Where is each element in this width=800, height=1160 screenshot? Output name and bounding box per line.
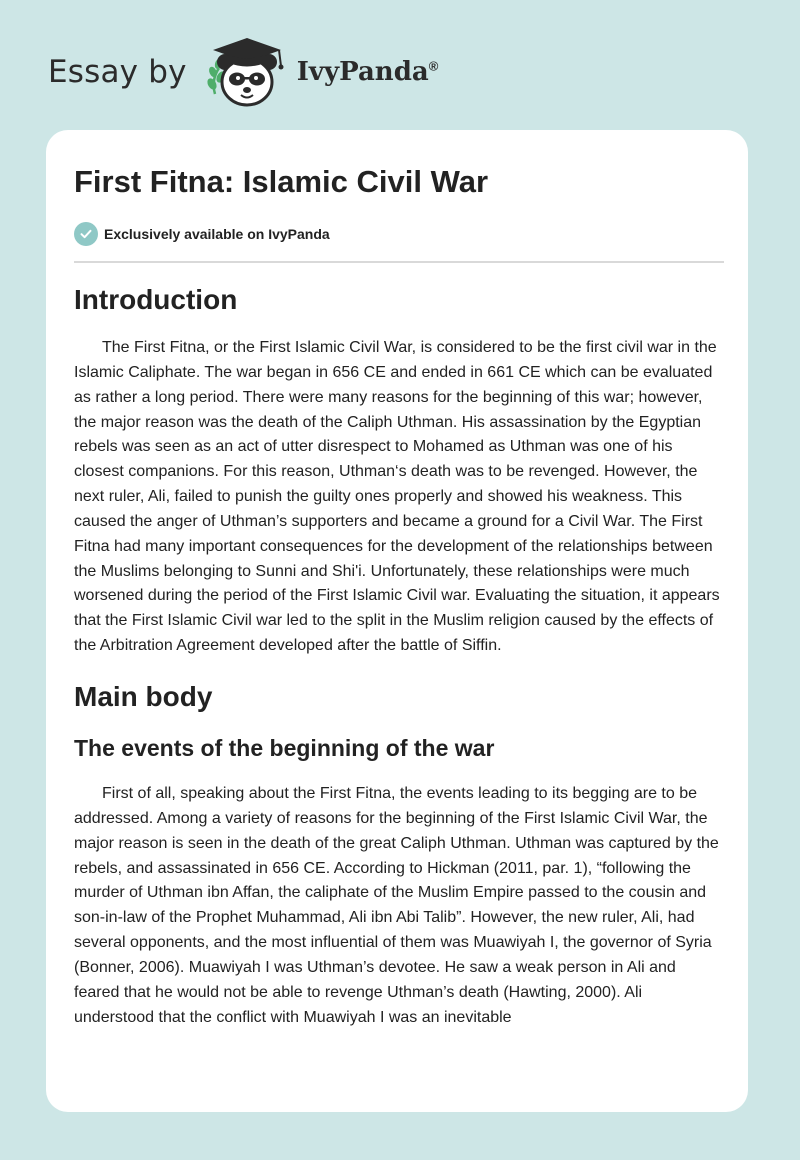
subsection-heading-events: The events of the beginning of the war: [74, 734, 495, 761]
essay-card: [46, 130, 748, 1112]
section-heading-introduction: Introduction: [74, 284, 238, 315]
article-body: [74, 282, 724, 1030]
site-logo[interactable]: [48, 32, 438, 112]
brand-prefix: Essay by: [48, 54, 187, 90]
section-heading-main-body: Main body: [74, 680, 213, 712]
page-title: First Fitna: Islamic Civil War: [74, 164, 489, 199]
panda-logo-icon: [201, 32, 293, 112]
intro-paragraph: The First Fitna, or the First Islamic Civil War, is considered to be the first civil war in the Islamic Caliphate. The war began in 656 CE and ended in 661 CE which can be evaluated as rather a long period. There were many reasons for the beginning of this war; however, the major reason was the death of the Caliph Uthman. His assassination by the Egyptian rebels was seen as an act of utter disrespect to Mohamed as Uthman was one of his closest companions. For this reason, Uthman‘s death was to be revenged. However, the next ruler, Ali, failed to punish the guilty ones properly and showed his weakness. This caused the anger of Uthman’s supporters and became a ground for a Civil War. The First Fitna had many important consequences for the development of the relationships between the Muslims belonging to Sunni and Shi'i. Unfortunately, these relationships were much worsened during the period of the First Islamic Civil war. Evaluating the situation, it appears that the First Islamic Civil war led to the split in the Muslim religion caused by the effects of the Arbitration Agreement developed after the battle of Siffin.: [74, 339, 720, 655]
events-paragraph: First of all, speaking about the First Fitna, the events leading to its begging are to be addressed. Among a variety of reasons for the beginning of the First Islamic Civil War, the major reason is seen in the death of the great Caliph Uthman. Uthman was captured by the rebels, and assassinated in 656 CE. According to Hickman (2011, par. 1), “following the murder of Uthman ibn Affan, the caliphate of the Muslim Empire passed to the cousin and son-in-law of the Prophet Muhammad, Ali ibn Abi Talib”. However, the new ruler, Ali, had several opponents, and the most influential of them was Muawiyah I, the governor of Syria (Bonner, 2006). Muawiyah I was Uthman’s devotee. He saw a weak person in Ali and feared that he would not be able to revenge Uthman’s death (Hawting, 2000). Ali understood that the conflict with Muawiyah I was an inevitable: [74, 784, 719, 1026]
divider: [74, 261, 724, 263]
brand-name: IvyPanda®: [296, 57, 439, 87]
badge-label: Exclusively available on IvyPanda: [104, 226, 330, 242]
check-circle-icon: [74, 222, 98, 246]
exclusive-badge: [74, 222, 330, 246]
